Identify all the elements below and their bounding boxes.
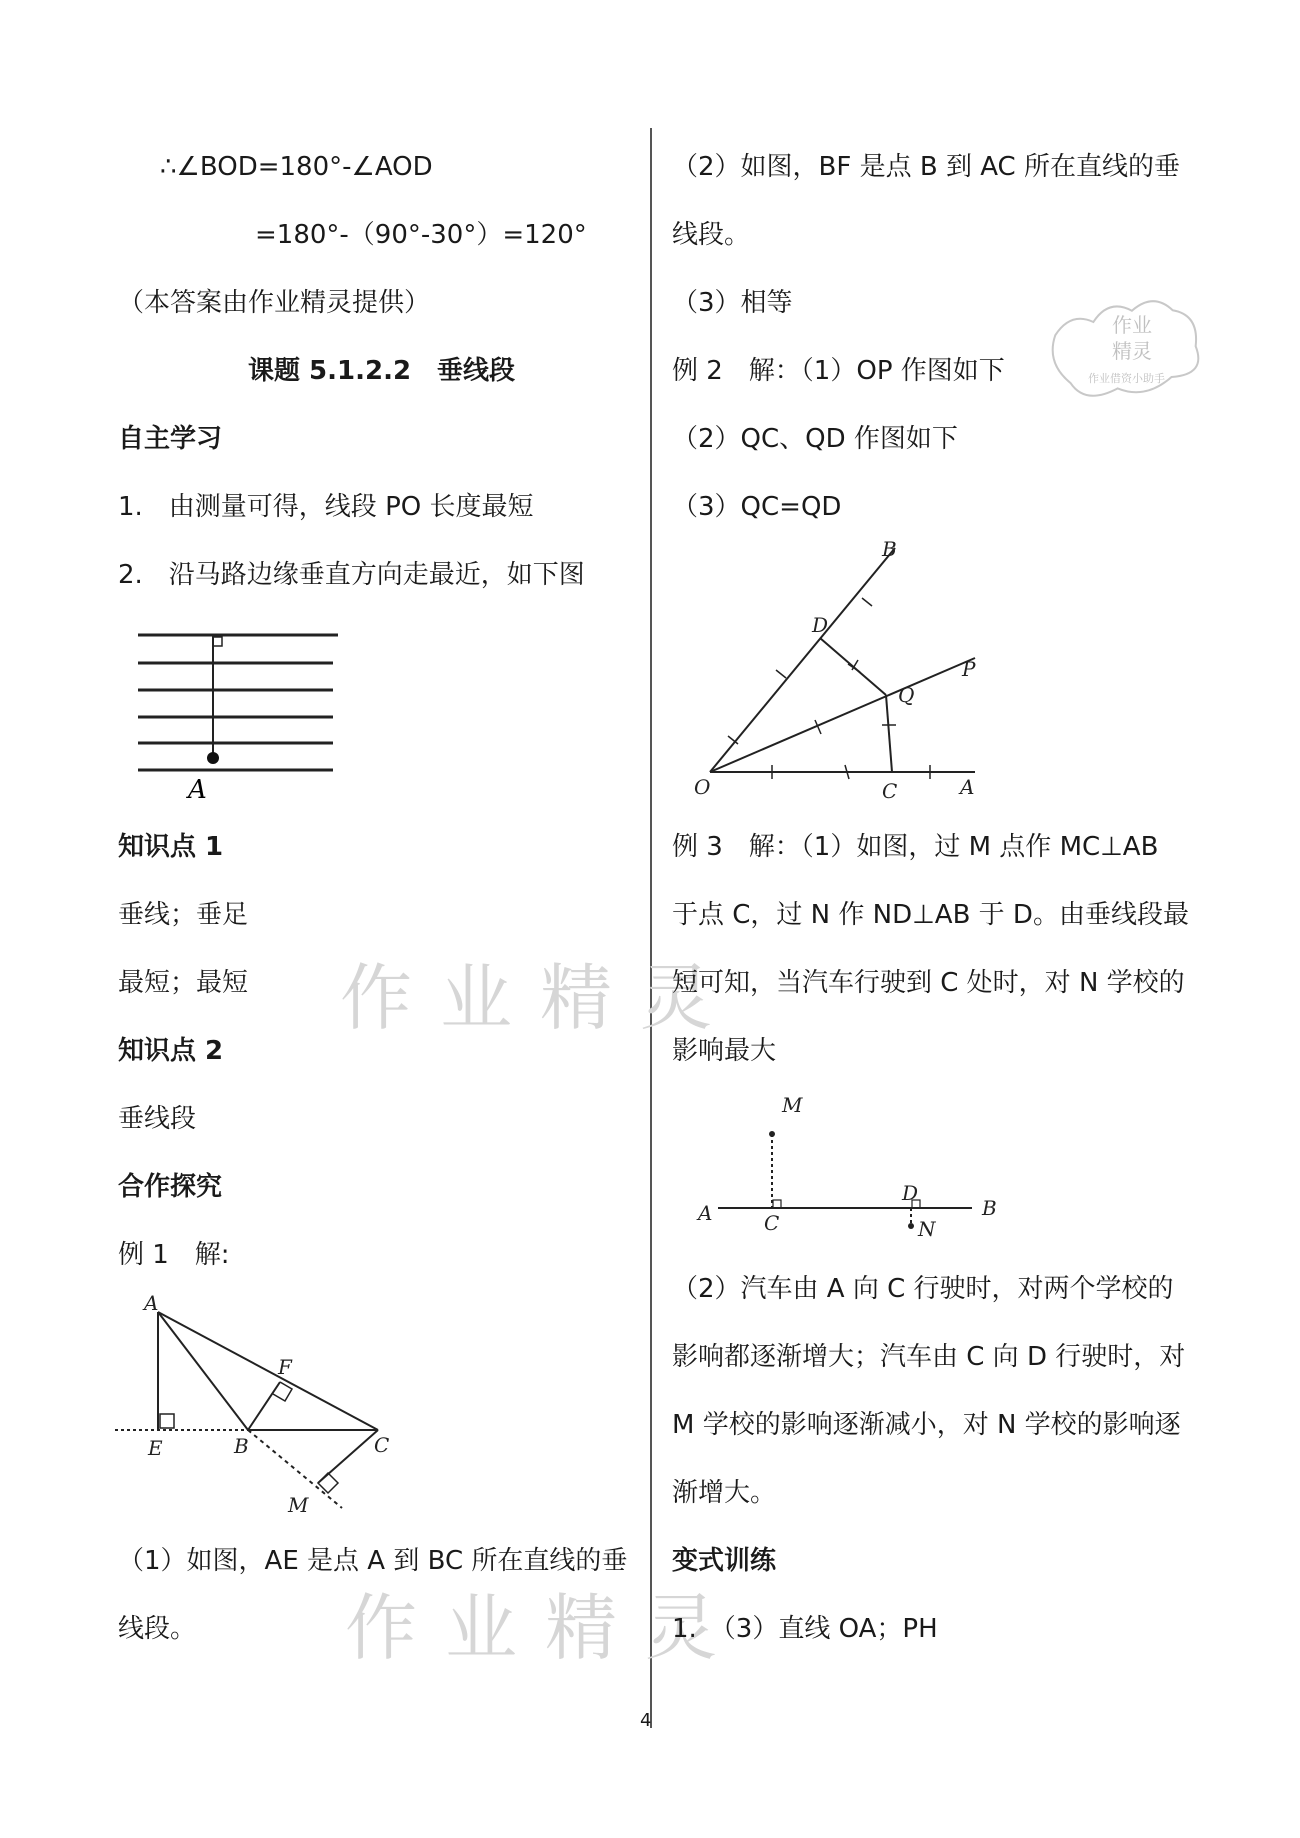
label-C: C (374, 1433, 390, 1457)
page-number: 4 (640, 1710, 652, 1731)
watermark-text-2: 作业精灵 (345, 1586, 746, 1670)
kp2-answer: 垂线段 (118, 1104, 197, 1134)
label-E: E (148, 1436, 163, 1460)
figure-example-2 (690, 540, 990, 814)
label-A: A (960, 775, 975, 799)
heading-self-study: 自主学习 (118, 424, 223, 454)
heading-cooperation: 合作探究 (118, 1172, 223, 1202)
kp1-answer-b: 最短；最短 (118, 968, 249, 998)
variation-answer-1: 1. （3）直线 OA；PH (672, 1614, 938, 1644)
example-2-answer-2: （2）QC、QD 作图如下 (672, 424, 958, 454)
example-1-answer-2-cont: 线段。 (672, 220, 751, 250)
watermark-text: 作业精灵 (340, 956, 741, 1040)
label-M: M (782, 1093, 803, 1117)
example-3-part-2-line-2: 影响都逐渐增大；汽车由 C 向 D 行驶时，对 (672, 1342, 1186, 1372)
figure-road-perpendicular (118, 615, 353, 809)
label-M: M (288, 1493, 309, 1517)
example-3-line-3: 短可知，当汽车行驶到 C 处时，对 N 学校的 (672, 968, 1185, 998)
label-C: C (882, 779, 898, 803)
heading-variation-training: 变式训练 (672, 1546, 777, 1576)
example-3-part-2-line-1: （2）汽车由 A 向 C 行驶时，对两个学校的 (672, 1274, 1174, 1304)
figure-example-1 (110, 1290, 410, 1524)
figure-example-3 (690, 1090, 1010, 1244)
label-P: P (962, 657, 976, 681)
label-Q: Q (898, 683, 915, 707)
label-D: D (902, 1181, 919, 1205)
example-2-answer-3: （3）QC=QD (672, 492, 842, 522)
label-B: B (234, 1434, 249, 1458)
source-note: （本答案由作业精灵提供） (118, 288, 431, 318)
heading-kp1: 知识点 1 (118, 832, 224, 862)
example-3-part-2-line-4: 渐增大。 (672, 1478, 777, 1508)
lesson-title: 课题 5.1.2.2 垂线段 (248, 356, 516, 386)
label-N: N (918, 1217, 936, 1240)
example-3-line-1: 例 3 解：（1）如图，过 M 点作 MC⊥AB (672, 832, 1159, 862)
label-F: F (278, 1355, 292, 1379)
watermark-stamp (1040, 290, 1220, 410)
answer-2: 2. 沿马路边缘垂直方向走最近，如下图 (118, 560, 585, 590)
label-B: B (982, 1196, 997, 1220)
example-1-answer-1-cont: 线段。 (118, 1614, 197, 1644)
math-line-2: =180°-（90°-30°）=120° (255, 220, 587, 250)
example-2-answer-1: 例 2 解：（1）OP 作图如下 (672, 356, 1005, 386)
label-D: D (812, 613, 829, 637)
label-O: O (694, 775, 711, 799)
example-3-part-2-line-3: M 学校的影响逐渐减小，对 N 学校的影响逐 (672, 1410, 1181, 1440)
example-3-line-4: 影响最大 (672, 1036, 777, 1066)
example-1-answer-1: （1）如图，AE 是点 A 到 BC 所在直线的垂 (118, 1546, 628, 1576)
stamp-text-2: 精灵 (1112, 339, 1152, 363)
example-3-line-2: 于点 C，过 N 作 ND⊥AB 于 D。由垂线段最 (672, 900, 1189, 930)
point-label-A: A (188, 775, 207, 805)
stamp-text-3: 作业借资小助手 (1088, 372, 1165, 385)
math-line-1: ∴∠BOD=180°-∠AOD (160, 152, 433, 182)
stamp-text-1: 作业 (1112, 313, 1152, 337)
label-A: A (698, 1201, 713, 1225)
answer-1: 1. 由测量可得，线段 PO 长度最短 (118, 492, 534, 522)
column-divider (650, 128, 652, 1728)
example-1-answer-3: （3）相等 (672, 288, 793, 318)
example-1-label: 例 1 解: (118, 1240, 230, 1270)
label-C: C (764, 1211, 780, 1235)
kp1-answer-a: 垂线；垂足 (118, 900, 249, 930)
heading-kp2: 知识点 2 (118, 1036, 224, 1066)
example-1-answer-2: （2）如图，BF 是点 B 到 AC 所在直线的垂 (672, 152, 1180, 182)
label-B: B (882, 540, 897, 561)
label-A: A (144, 1291, 159, 1315)
